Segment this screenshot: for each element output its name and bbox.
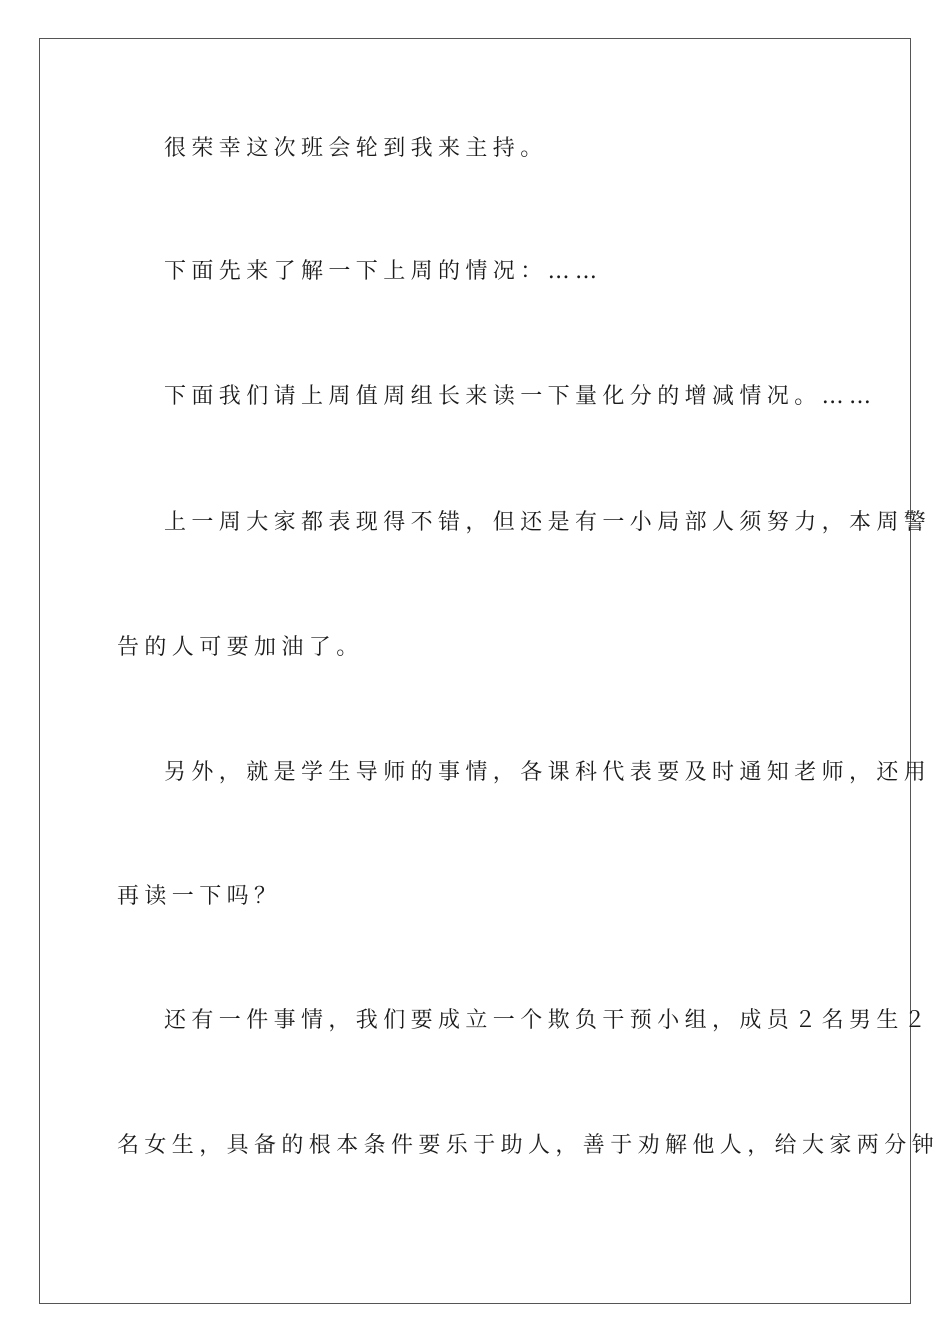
paragraph-line-7: 再读一下吗？ (117, 884, 282, 909)
paragraph-line-5: 告的人可要加油了。 (117, 635, 364, 660)
paragraph-line-3: 下面我们请上周值周组长来读一下量化分的增减情况。…… (164, 384, 877, 409)
paragraph-line-2: 下面先来了解一下上周的情况：…… (164, 259, 603, 284)
paragraph-line-1: 很荣幸这次班会轮到我来主持。 (164, 136, 548, 161)
paragraph-line-9: 名女生，具备的根本条件要乐于助人，善于劝解他人，给大家两分钟 (117, 1133, 940, 1158)
paragraph-line-8: 还有一件事情，我们要成立一个欺负干预小组，成员２名男生２ (164, 1008, 932, 1033)
page-border (39, 38, 911, 1304)
paragraph-line-4: 上一周大家都表现得不错，但还是有一小局部人须努力，本周警 (164, 510, 932, 535)
paragraph-line-6: 另外，就是学生导师的事情，各课科代表要及时通知老师，还用 (164, 760, 932, 785)
